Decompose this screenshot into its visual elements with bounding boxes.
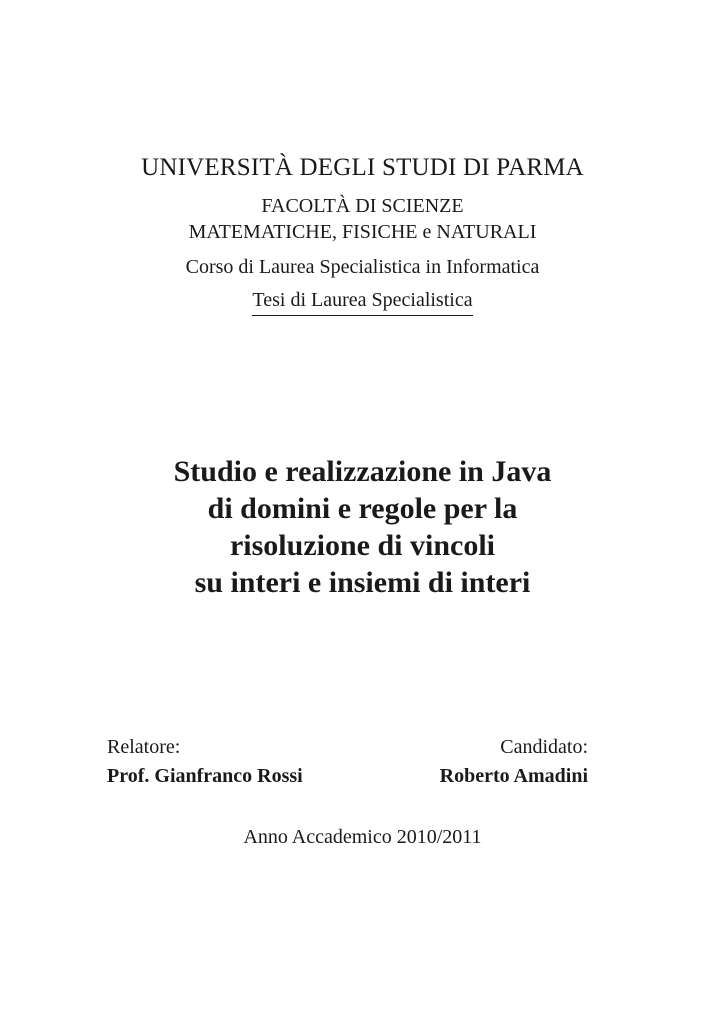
supervisor-label: Relatore: [107, 736, 181, 758]
faculty-name [0, 193, 725, 245]
supervisor-name: Prof. Gianfranco Rossi [107, 765, 303, 787]
faculty-line-1: FACOLTÀ DI SCIENZE [261, 195, 464, 217]
university-name: UNIVERSITÀ DEGLI STUDI DI PARMA [141, 154, 584, 181]
faculty-line-2: MATEMATICHE, FISICHE e NATURALI [188, 221, 537, 243]
title-line-1: Studio e realizzazione in Java [173, 455, 552, 488]
title-line-4: su interi e insiemi di interi [194, 566, 531, 599]
thesis-title [0, 453, 725, 601]
academic-year: Anno Accademico 2010/2011 [243, 826, 482, 848]
title-line-2: di domini e regole per la [207, 492, 518, 525]
candidate-label: Candidato: [500, 736, 588, 758]
title-line-3: risoluzione di vincoli [229, 529, 496, 562]
candidate-name: Roberto Amadini [439, 765, 588, 787]
thesis-type [0, 289, 725, 316]
course-name: Corso di Laurea Specialistica in Informatica [185, 256, 540, 278]
thesis-type-label: Tesi di Laurea Specialistica [252, 289, 472, 316]
